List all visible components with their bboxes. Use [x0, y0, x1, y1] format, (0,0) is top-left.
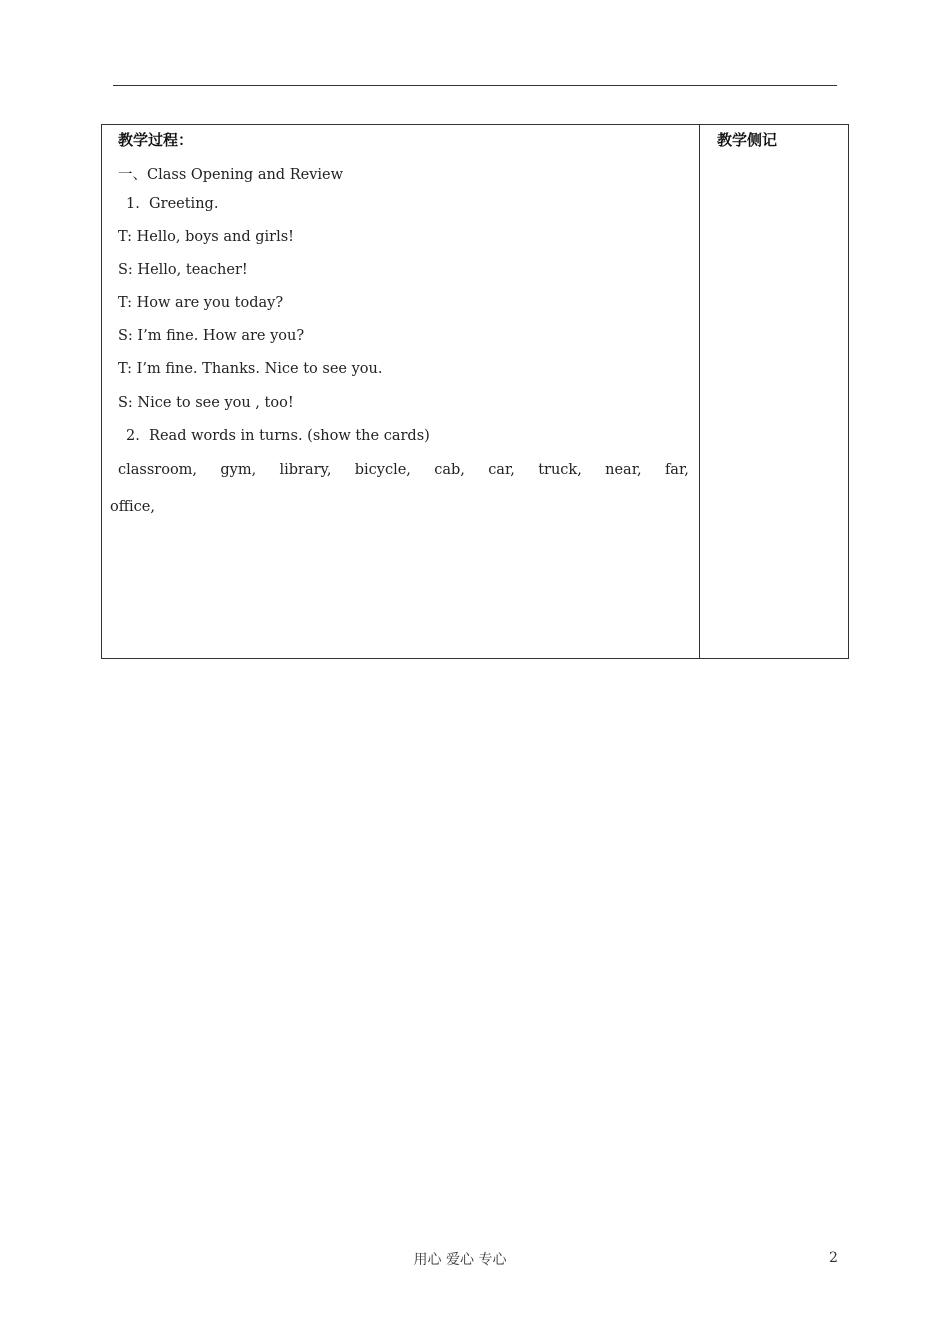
dialogue-line: T: How are you today?	[118, 295, 284, 311]
word-item: classroom,	[118, 462, 198, 478]
word-item: cab,	[434, 462, 465, 478]
teaching-process-heading: 教学过程：	[118, 131, 194, 149]
teaching-notes-heading: 教学侧记	[717, 131, 778, 149]
word-item: library,	[279, 462, 332, 478]
word-item: near,	[605, 462, 642, 478]
dialogue-line: S: I’m fine. How are you?	[118, 328, 305, 344]
word-item: far,	[664, 462, 689, 478]
word-item: office,	[110, 499, 155, 515]
dialogue-line: S: Hello, teacher!	[118, 262, 248, 278]
lesson-plan-table	[101, 124, 849, 659]
word-item: gym,	[220, 462, 257, 478]
word-list	[118, 462, 689, 478]
dialogue-line: T: Hello, boys and girls!	[118, 229, 294, 245]
word-item: bicycle,	[354, 462, 411, 478]
header-rule	[113, 85, 837, 86]
word-item: car,	[488, 462, 515, 478]
word-item: truck,	[538, 462, 582, 478]
teaching-process-column	[102, 125, 699, 658]
dialogue-line: S: Nice to see you , too!	[118, 395, 294, 411]
teaching-notes-column	[700, 125, 848, 658]
footer-motto: 用心 爱心 专心	[413, 1252, 507, 1268]
page-number: 2	[829, 1250, 838, 1266]
section-heading: 一、Class Opening and Review	[118, 167, 344, 183]
dialogue-line: T: I’m fine. Thanks. Nice to see you.	[118, 361, 383, 377]
step-read-words: 2. Read words in turns. (show the cards)	[126, 428, 430, 444]
step-greeting: 1. Greeting.	[126, 196, 219, 212]
